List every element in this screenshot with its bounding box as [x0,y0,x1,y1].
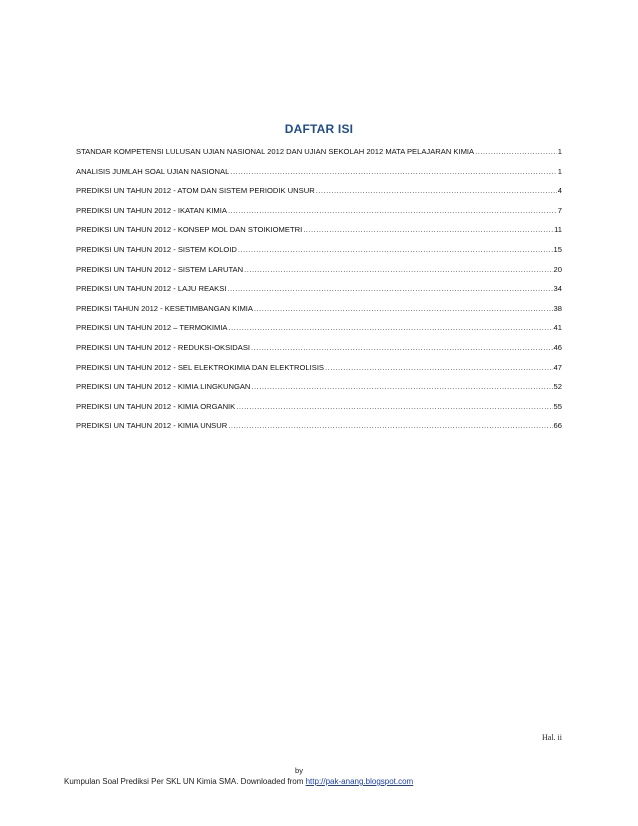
toc-leader-dots [244,260,552,280]
toc-entry-page: 1 [557,166,562,176]
toc-entry[interactable] [76,279,562,299]
toc-entry-page: 15 [553,244,562,254]
toc-entry-text: PREDIKSI UN TAHUN 2012 - IKATAN KIMIA [76,205,227,215]
toc-entry-page: 11 [554,225,562,235]
toc-entry[interactable] [76,181,562,201]
toc-entry-page: 55 [553,401,562,411]
toc-leader-dots [316,181,557,201]
toc-entry-text: PREDIKSI UN TAHUN 2012 - ATOM DAN SISTEM PERIODIK UNSUR [76,186,315,196]
toc-list [76,142,562,436]
toc-leader-dots [236,397,552,417]
toc-entry[interactable] [76,240,562,260]
toc-entry[interactable] [76,162,562,182]
toc-entry[interactable] [76,260,562,280]
toc-entry-page: 66 [553,421,562,431]
toc-entry-page: 38 [553,303,562,313]
page-number: Hal. ii [542,733,562,742]
toc-entry-page: 4 [557,186,562,196]
toc-entry[interactable] [76,299,562,319]
toc-leader-dots [325,358,553,378]
footer [64,777,413,786]
footer-text: Kumpulan Soal Prediksi Per SKL UN Kimia SMA. Downloaded from [64,777,304,786]
toc-entry-page: 41 [553,323,562,333]
toc-entry[interactable] [76,338,562,358]
toc-entry-text: PREDIKSI UN TAHUN 2012 - KIMIA ORGANIK [76,401,236,411]
toc-entry-text: PREDIKSI UN TAHUN 2012 - SISTEM KOLOID [76,244,237,254]
toc-leader-dots [227,279,552,299]
toc-entry[interactable] [76,220,562,240]
toc-entry-text: PREDIKSI UN TAHUN 2012 - KIMIA UNSUR [76,421,228,431]
toc-entry-text: PREDIKSI UN TAHUN 2012 – TERMOKIMIA [76,323,228,333]
toc-entry-page: 34 [553,284,562,294]
toc-entry-page: 46 [553,342,562,352]
toc-entry-text: PREDIKSI UN TAHUN 2012 - KIMIA LINGKUNGAN [76,382,251,392]
toc-entry-text: PREDIKSI UN TAHUN 2012 - REDUKSI-OKSIDASI [76,342,250,352]
toc-title: DAFTAR ISI [284,122,354,136]
toc-entry-text: PREDIKSI UN TAHUN 2012 - LAJU REAKSI [76,284,227,294]
toc-entry[interactable] [76,416,562,436]
toc-entry-page: 47 [553,362,562,372]
toc-entry-page: 52 [553,382,562,392]
toc-leader-dots [254,299,553,319]
toc-entry[interactable] [76,201,562,221]
toc-leader-dots [229,318,553,338]
toc-entry-page: 20 [553,264,562,274]
toc-leader-dots [303,220,553,240]
toc-entry-text: PREDIKSI TAHUN 2012 - KESETIMBANGAN KIMIA [76,303,253,313]
toc-leader-dots [230,162,556,182]
toc-entry[interactable] [76,318,562,338]
toc-entry[interactable] [76,142,562,162]
toc-entry-page: 1 [557,147,562,156]
footer-link[interactable]: http://pak-anang.blogspot.com [305,777,414,786]
toc-entry-text: PREDIKSI UN TAHUN 2012 - SEL ELEKTROKIMIA DAN ELEKTROLISIS [76,362,324,372]
toc-leader-dots [228,416,552,436]
toc-entry-text: PREDIKSI UN TAHUN 2012 - SISTEM LARUTAN [76,264,244,274]
toc-leader-dots [475,142,557,162]
toc-entry-text: STANDAR KOMPETENSI LULUSAN UJIAN NASIONAL 2012 DAN UJIAN SEKOLAH 2012 MATA PELAJARAN KIMIA [76,147,475,156]
toc-entry[interactable] [76,358,562,378]
toc-leader-dots [238,240,553,260]
toc-entry[interactable] [76,377,562,397]
toc-entry-text: ANALISIS JUMLAH SOAL UJIAN NASIONAL [76,166,230,176]
footer-by: by [295,766,303,775]
toc-leader-dots [251,377,552,397]
toc-leader-dots [251,338,553,358]
toc-leader-dots [228,201,557,221]
toc-entry-text: PREDIKSI UN TAHUN 2012 - KONSEP MOL DAN STOIKIOMETRI [76,225,303,235]
toc-entry[interactable] [76,397,562,417]
toc-entry-page: 7 [557,205,562,215]
